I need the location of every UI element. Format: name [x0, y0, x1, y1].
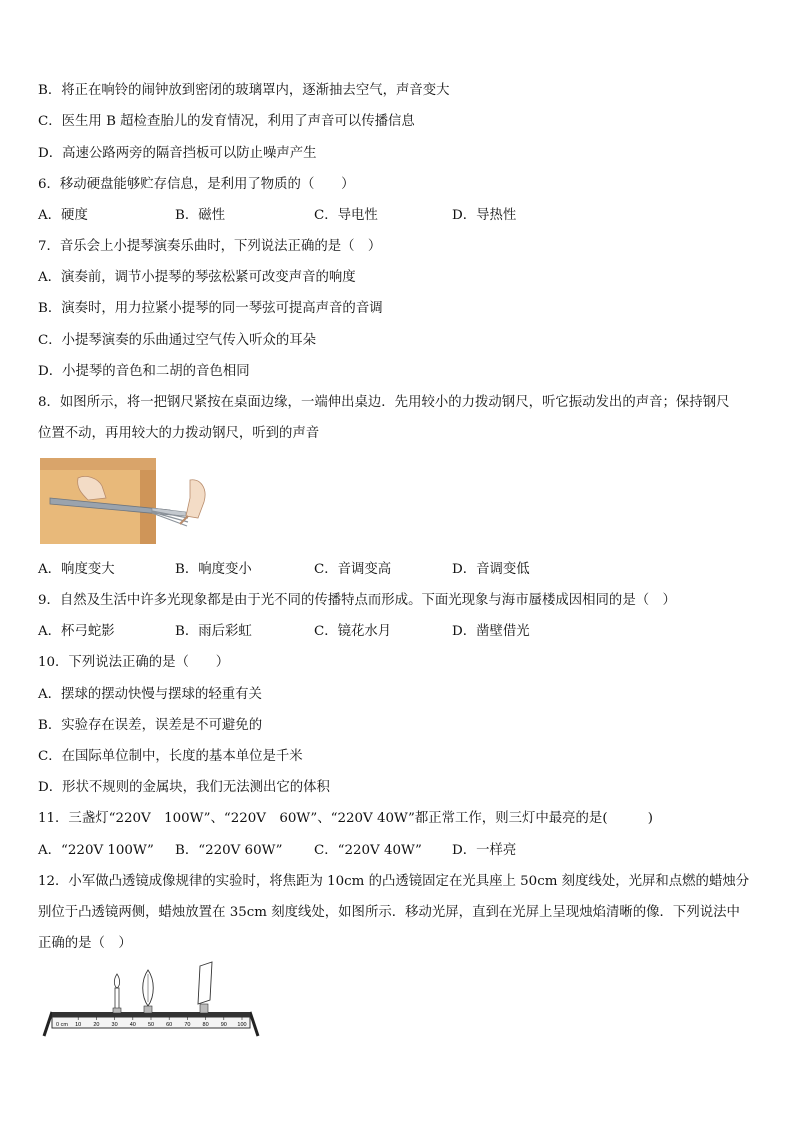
q10-option-b: B．实验存在误差，误差是不可避免的 — [38, 718, 263, 733]
q11-option-b: B．“220V 60W” — [175, 843, 283, 858]
ruler-tick-label: 30 — [111, 1022, 118, 1028]
q5-option-b: B．将正在响铃的闹钟放到密闭的玻璃罩内，逐渐抽去空气，声音变大 — [38, 83, 450, 98]
bench-left-leg — [44, 1012, 52, 1036]
q8-option-c: C．音调变高 — [314, 562, 392, 577]
q10-option-d: D．形状不规则的金属块，我们无法测出它的体积 — [38, 780, 330, 795]
q8-option-d: D．音调变低 — [452, 562, 530, 577]
steel-ruler-figure — [40, 458, 210, 548]
ruler-tick-label: 90 — [220, 1022, 227, 1028]
ruler-tick-label: 50 — [147, 1022, 155, 1028]
bench-right-leg — [250, 1012, 258, 1036]
q8-stem-line2: 位置不动，再用较大的力拨动钢尺，听到的声音 — [38, 426, 320, 441]
ruler-tick-label: 70 — [184, 1022, 191, 1028]
q7-option-b: B．演奏时，用力拉紧小提琴的同一琴弦可提高声音的音调 — [38, 301, 383, 316]
q7-option-c: C．小提琴演奏的乐曲通过空气传入听众的耳朵 — [38, 333, 317, 348]
q11-option-c: C．“220V 40W” — [314, 843, 422, 858]
q9-option-d: D．凿壁借光 — [452, 624, 530, 639]
q11-option-a: A．“220V 100W” — [38, 843, 154, 858]
q9-stem: 9．自然及生活中许多光现象都是由于光不同的传播特点而形成。下面光现象与海市蜃楼成因相同的是（ ） — [38, 593, 676, 608]
q12-stem-line2: 别位于凸透镜两侧，蜡烛放置在 35cm 刻度线处，如图所示．移动光屏，直到在光屏上呈现烛焰清晰的像．下列说法中 — [38, 905, 740, 920]
q8-stem-line1: 8．如图所示，将一把钢尺紧按在桌面边缘，一端伸出桌边．先用较小的力拨动钢尺，听它振动发出的声音；保持钢尺 — [38, 395, 730, 410]
ruler-tick-label: 60 — [166, 1022, 173, 1028]
optical-bench-figure — [40, 960, 262, 1040]
light-screen — [198, 962, 212, 1013]
q9-option-b: B．雨后彩虹 — [175, 624, 252, 639]
q9-option-a: A．杯弓蛇影 — [38, 624, 115, 639]
q9-option-c: C．镜花水月 — [314, 624, 392, 639]
q8-option-a: A．响度变大 — [38, 562, 115, 577]
table-top — [40, 458, 156, 470]
right-hand — [186, 480, 205, 518]
ruler-tick-label: 80 — [202, 1022, 209, 1028]
ruler-tick-label: 10 — [75, 1022, 82, 1028]
ruler-zero-label: 0 cm — [56, 1022, 68, 1028]
q5-option-d: D．高速公路两旁的隔音挡板可以防止噪声产生 — [38, 146, 317, 161]
q6-option-b: B．磁性 — [175, 208, 226, 223]
q10-option-c: C．在国际单位制中，长度的基本单位是千米 — [38, 749, 303, 764]
q5-option-c: C．医生用 B 超检查胎儿的发育情况，利用了声音可以传播信息 — [38, 114, 415, 129]
q8-option-b: B．响度变小 — [175, 562, 252, 577]
q10-stem: 10．下列说法正确的是（ ） — [38, 655, 230, 670]
candle-left — [113, 974, 121, 1013]
ruler-tick-label: 20 — [93, 1022, 100, 1028]
q10-option-a: A．摆球的摆动快慢与摆球的轻重有关 — [38, 687, 262, 702]
q11-stem: 11．三盏灯“220V 100W”、“220V 60W”、“220V 40W”都正常工作，则三灯中最亮的是( ) — [38, 811, 653, 826]
q7-stem: 7．音乐会上小提琴演奏乐曲时，下列说法正确的是（ ） — [38, 239, 382, 254]
q12-stem-line3: 正确的是（ ） — [38, 936, 132, 951]
q11-option-d: D．一样亮 — [452, 843, 517, 858]
q6-option-a: A．硬度 — [38, 208, 88, 223]
q6-stem: 6．移动硬盘能够贮存信息，是利用了物质的（ ） — [38, 177, 355, 192]
convex-lens — [143, 970, 154, 1013]
q7-option-a: A．演奏前，调节小提琴的琴弦松紧可改变声音的响度 — [38, 270, 356, 285]
q7-option-d: D．小提琴的音色和二胡的音色相同 — [38, 364, 250, 379]
q6-option-d: D．导热性 — [452, 208, 517, 223]
ruler-tick-label: 100 — [237, 1022, 247, 1028]
ruler-tick-label: 40 — [129, 1022, 136, 1028]
q6-option-c: C．导电性 — [314, 208, 378, 223]
q12-stem-line1: 12．小军做凸透镜成像规律的实验时，将焦距为 10cm 的凸透镜固定在光具座上 50cm 刻度线处，光屏和点燃的蜡烛分 — [38, 874, 750, 889]
